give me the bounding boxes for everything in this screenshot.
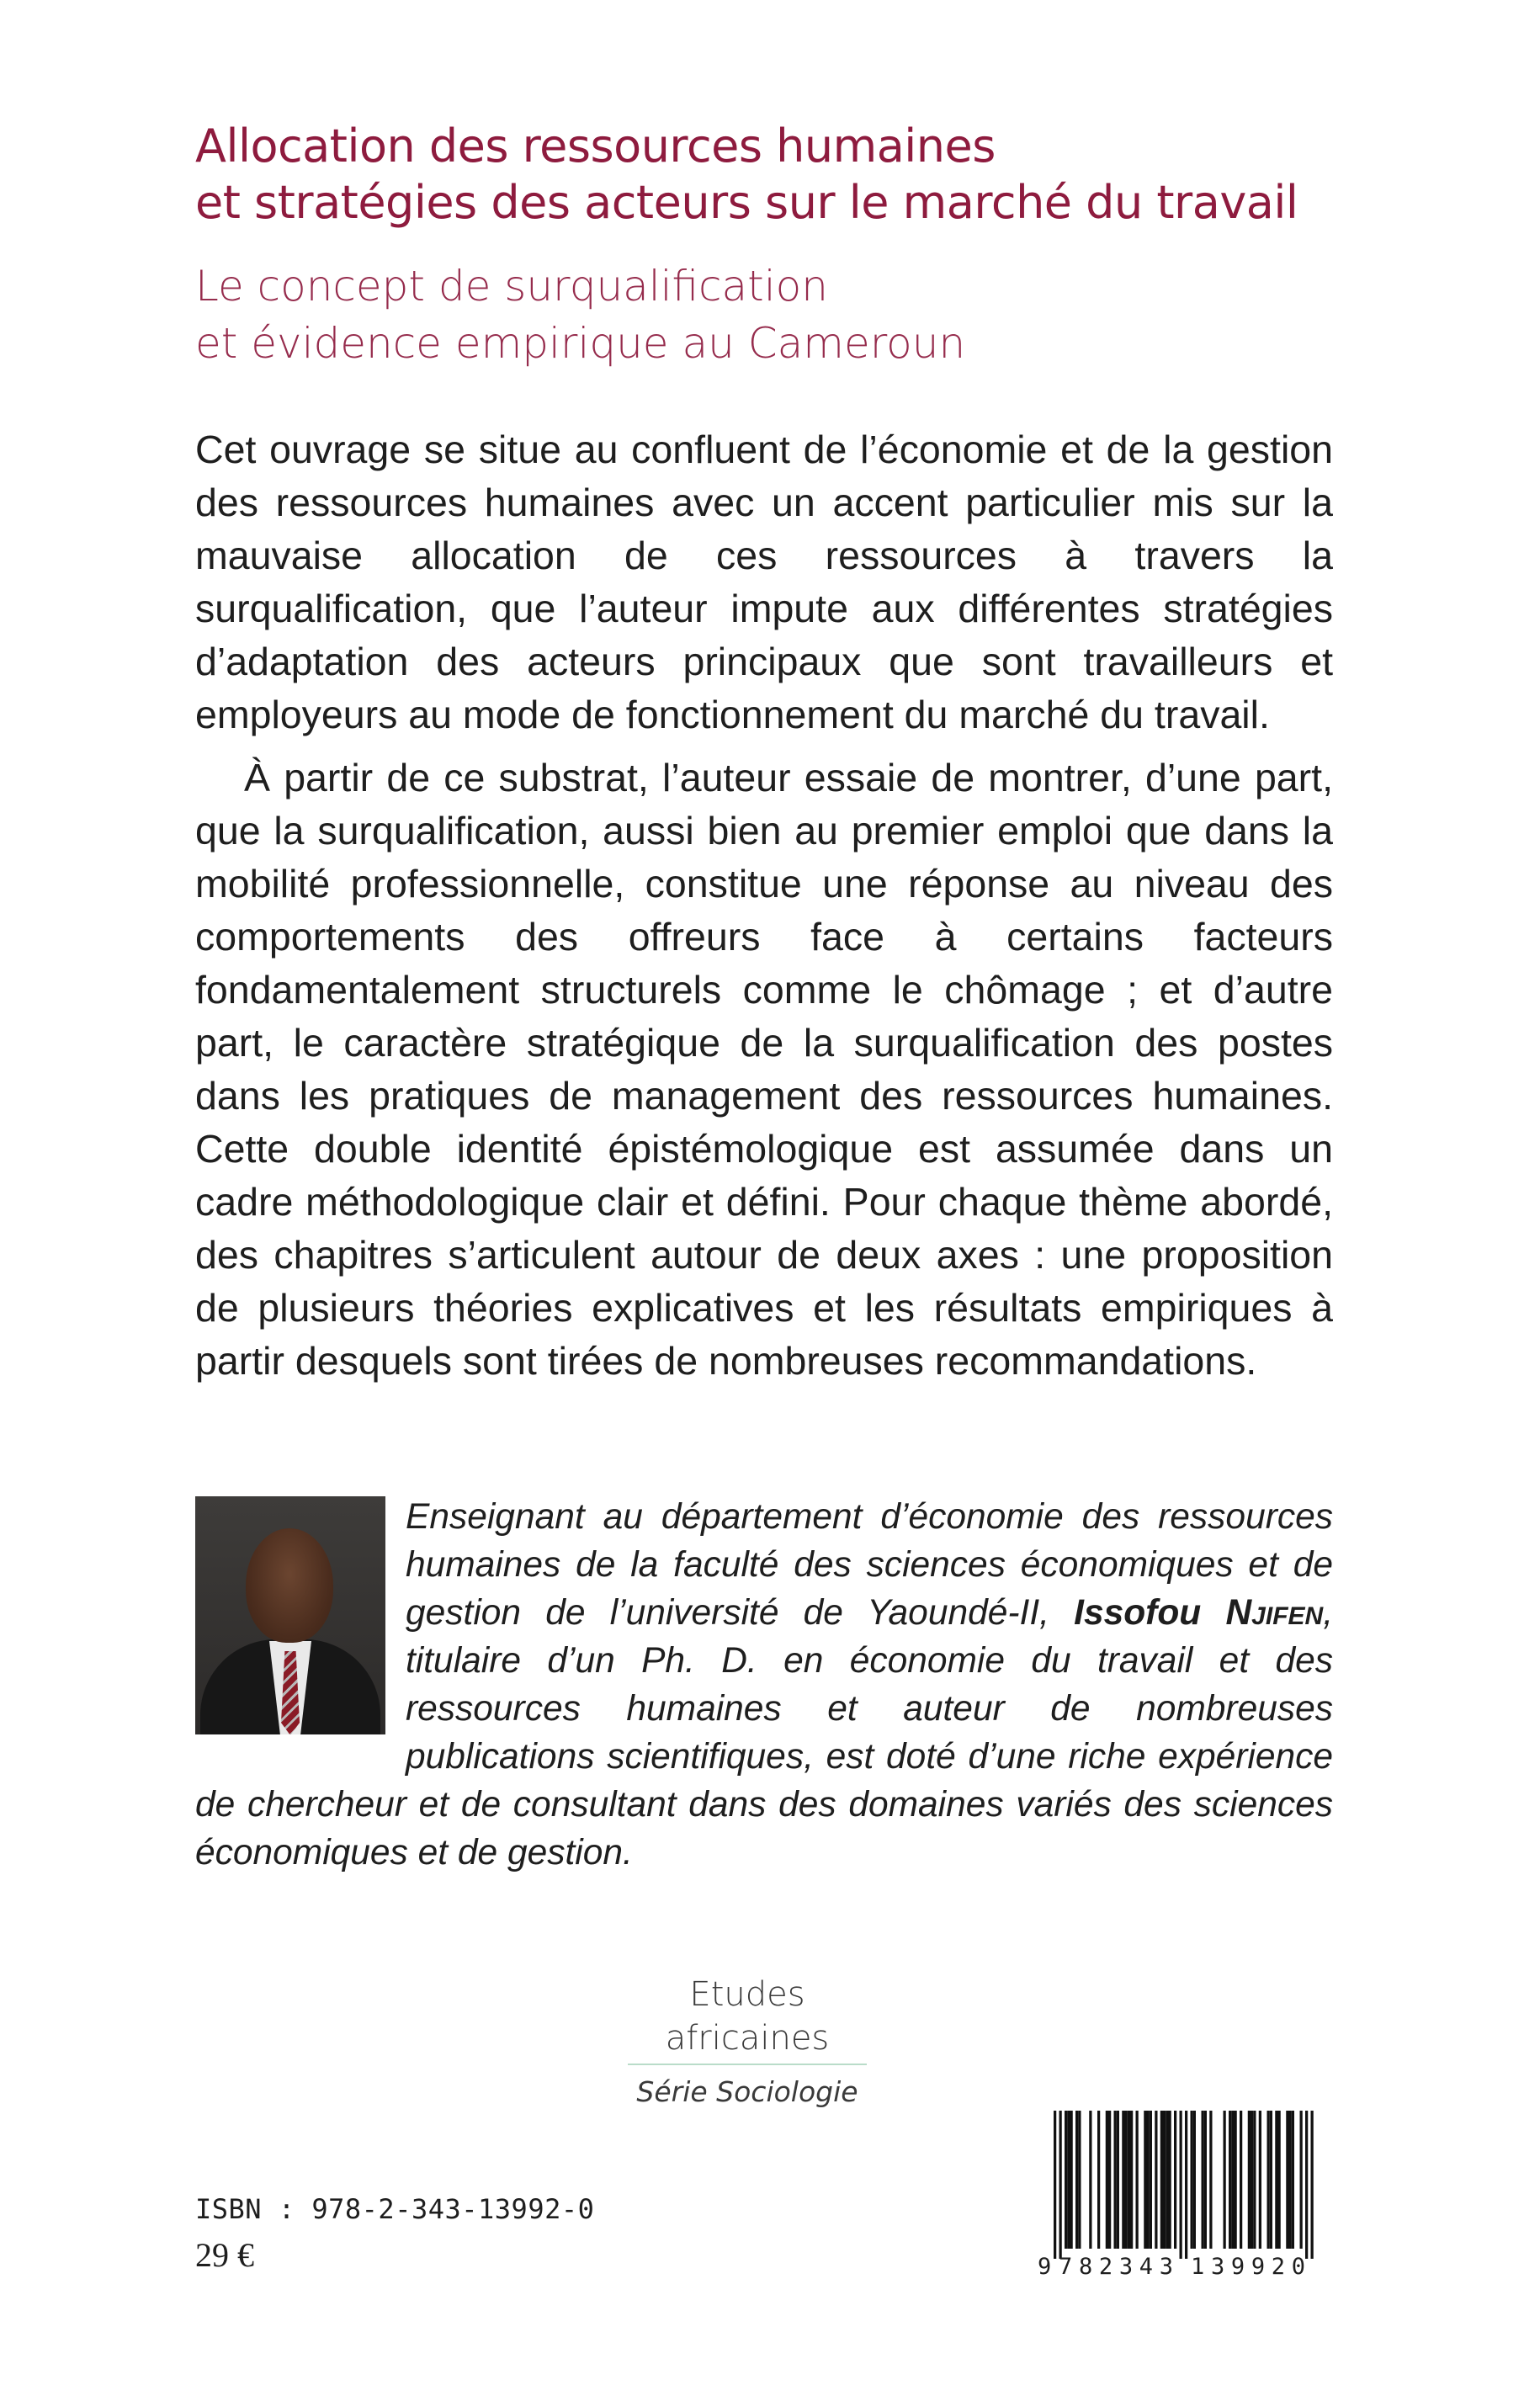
barcode-bar (1125, 2111, 1128, 2249)
author-last-name (1225, 1593, 1323, 1633)
author-last-name-initial: N (1225, 1593, 1252, 1633)
barcode-bar (1253, 2111, 1256, 2249)
collection-name: Etudes africaines (665, 1975, 830, 2058)
barcode-bar (1128, 2111, 1130, 2249)
barcode-bar (1240, 2111, 1242, 2249)
barcode-bar (1270, 2111, 1272, 2249)
book-title-line-2: et stratégies des acteurs sur le marché du travail (195, 176, 1298, 229)
barcode-bars (1054, 2111, 1314, 2259)
author-photo (195, 1496, 385, 1734)
barcode-bar (1202, 2111, 1204, 2249)
author-last-name-rest: jifen (1251, 1593, 1324, 1633)
series-label (628, 1973, 867, 2111)
barcode-bar (1078, 2111, 1081, 2249)
barcode (1037, 2109, 1331, 2279)
barcode-bar (1248, 2111, 1251, 2249)
book-title (195, 118, 1373, 231)
barcode-bar (1180, 2111, 1182, 2259)
author-bio (195, 1493, 1333, 1877)
barcode-bar (1174, 2111, 1176, 2249)
blurb-paragraph-2: À partir de ce substrat, l’auteur essaie de montrer, d’une part, que la surqualification, aussi bien au premier emploi que dans la mobilité professionnelle, constitue une réponse au niveau des comportements des offreurs face à certains facteurs fondamentalement structurels comme le chômage ; et d’autre part, le caractère stratégique de la surqualification des postes dans les pratiques de management des ressources humaines. Cette double identité épistémologique est assumée dans un cadre méthodologique clair et défini. Pour chaque thème abordé, des chapitres s’articulent autour de deux axes : une proposition de plusieurs théories explicatives et les résultats empiriques à partir desquels sont tirées de nombreuses recommandations. (195, 756, 1333, 1383)
author-bio-rest: , titulaire d’un Ph. D. en économie du travail et des ressources humaines et auteur de nombreuses publications scientifiques, est doté d’une riche expérience de chercheur et de consultant dans des domaines variés des sciences économiques et de gestion. (195, 1593, 1334, 1872)
barcode-bar (1289, 2111, 1292, 2249)
barcode-bar (1136, 2111, 1139, 2249)
barcode-bar (1292, 2111, 1294, 2249)
barcode-group-2: 139920 (1191, 2254, 1305, 2279)
barcode-bar (1267, 2111, 1270, 2249)
barcode-bar (1193, 2111, 1196, 2249)
book-subtitle-line-2: et évidence empirique au Cameroun (195, 319, 966, 368)
series-divider (628, 2064, 867, 2065)
barcode-bar (1229, 2111, 1231, 2249)
author-photo-face (246, 1528, 333, 1643)
barcode-bar (1311, 2111, 1314, 2259)
barcode-bar (1117, 2111, 1119, 2249)
barcode-bar (1122, 2111, 1124, 2249)
book-title-line-1: Allocation des ressources humaines (195, 120, 996, 173)
barcode-bar (1065, 2111, 1067, 2249)
barcode-bar (1070, 2111, 1073, 2249)
price: 29 € (195, 2236, 254, 2274)
barcode-bar (1108, 2111, 1111, 2249)
barcode-bar (1089, 2111, 1091, 2249)
barcode-bar (1130, 2111, 1133, 2249)
barcode-bar (1150, 2111, 1152, 2249)
barcode-bar (1114, 2111, 1117, 2249)
barcode-bar (1300, 2111, 1303, 2249)
barcode-bar (1054, 2111, 1056, 2259)
blurb-paragraph-1: Cet ouvrage se situe au confluent de l’économie et de la gestion des ressources humaines avec un accent particulier mis sur la mauvaise allocation de ces ressources à travers la surqualification, que l’auteur impute aux différentes stratégies d’adaptation des acteurs principaux que sont travailleurs et employeurs au mode de fonctionnement du marché du travail. (195, 428, 1333, 736)
barcode-bar (1106, 2111, 1108, 2249)
barcode-bar (1275, 2111, 1277, 2249)
barcode-bar (1169, 2111, 1171, 2249)
barcode-bar (1067, 2111, 1070, 2249)
barcode-group-1: 782343 (1059, 2254, 1173, 2279)
barcode-bar (1185, 2111, 1187, 2259)
barcode-bar (1163, 2111, 1166, 2249)
barcode-bar (1209, 2111, 1212, 2249)
barcode-bar (1166, 2111, 1168, 2249)
barcode-bar (1160, 2111, 1163, 2249)
blurb (195, 423, 1333, 1388)
barcode-bar (1097, 2111, 1100, 2249)
book-subtitle-line-1: Le concept de surqualification (195, 262, 828, 311)
barcode-bar (1235, 2111, 1237, 2249)
barcode-bar (1224, 2111, 1226, 2249)
barcode-bar (1155, 2111, 1157, 2249)
book-subtitle (195, 258, 1373, 372)
author-first-name: Issofou (1074, 1593, 1202, 1633)
subseries-name: Série Sociologie (636, 2075, 858, 2108)
barcode-bar (1059, 2111, 1062, 2259)
barcode-bar (1251, 2111, 1253, 2249)
barcode-first-digit: 9 (1038, 2254, 1052, 2279)
barcode-bar (1231, 2111, 1234, 2249)
author-bio-intro: Enseignant au département d’économie des ressources humaines de la faculté des sciences économiques et de gestion de l’université de Yaoundé-II, (406, 1497, 1333, 1633)
barcode-bar (1191, 2111, 1193, 2249)
barcode-bar (1147, 2111, 1150, 2249)
isbn: ISBN : 978-2-343-13992-0 (195, 2193, 595, 2225)
barcode-bar (1286, 2111, 1288, 2249)
barcode-bar (1144, 2111, 1146, 2249)
barcode-bar (1278, 2111, 1281, 2249)
barcode-bar (1075, 2111, 1078, 2249)
barcode-bar (1259, 2111, 1261, 2249)
barcode-bar (1204, 2111, 1207, 2249)
barcode-bar (1305, 2111, 1308, 2259)
